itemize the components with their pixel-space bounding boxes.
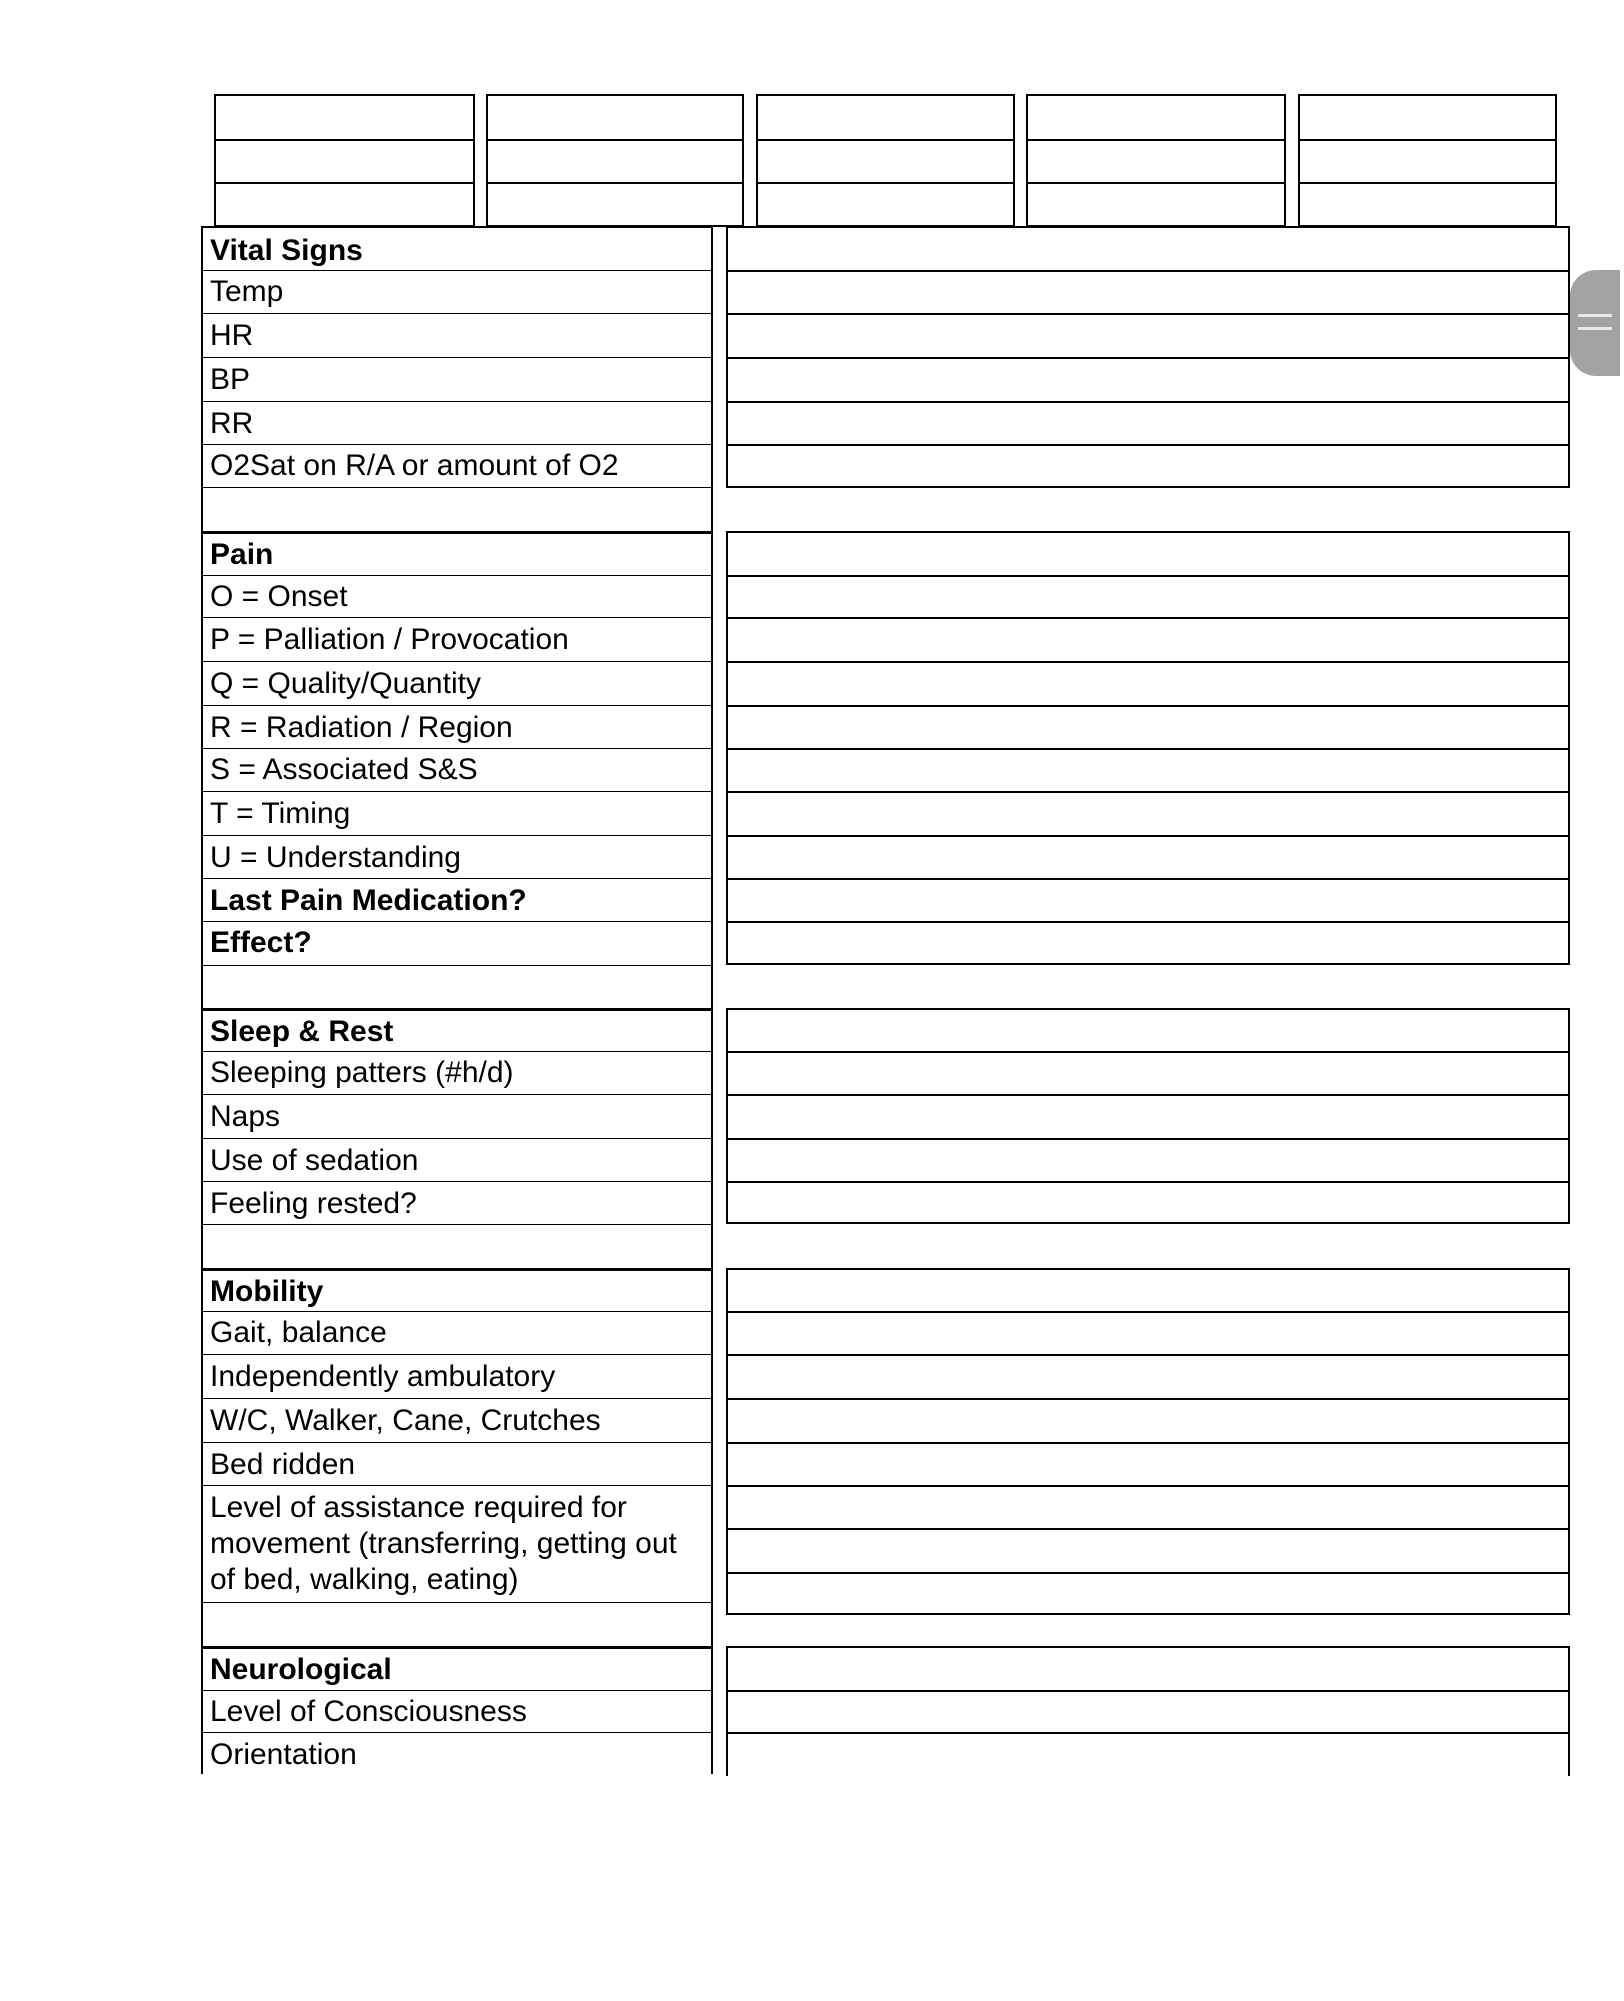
row-label: RR (210, 407, 254, 440)
row-label: Temp (210, 275, 284, 308)
section-title: Mobility (210, 1275, 324, 1308)
section-header-mobility (201, 1268, 713, 1311)
header-column (486, 94, 744, 227)
section-header-vital-signs (201, 226, 713, 270)
section-header-sleep-rest (201, 1008, 713, 1051)
label-row (201, 617, 713, 661)
label-row (201, 1690, 713, 1732)
label-row (201, 1485, 713, 1602)
row-label: Last Pain Medication? (210, 884, 527, 917)
label-row (201, 661, 713, 705)
vital-signs-entry-box[interactable] (726, 226, 1570, 488)
header-column (1298, 94, 1557, 227)
label-row (201, 270, 713, 313)
section-header-neurological (201, 1646, 713, 1690)
label-row (201, 401, 713, 444)
neurological-entry-box[interactable] (726, 1646, 1570, 1776)
label-row (201, 1051, 713, 1094)
row-label: Use of sedation (210, 1144, 419, 1177)
label-row (201, 1181, 713, 1224)
section-title: Pain (210, 538, 274, 571)
sleep-rest-entry-box[interactable] (726, 1008, 1570, 1224)
label-row (201, 357, 713, 401)
pain-entry-box[interactable] (726, 531, 1570, 965)
label-row (201, 835, 713, 878)
label-row (201, 1442, 713, 1485)
mobility-entry-box[interactable] (726, 1268, 1570, 1615)
row-label: Level of Consciousness (210, 1695, 527, 1728)
section-title: Sleep & Rest (210, 1015, 394, 1048)
label-row (201, 575, 713, 617)
row-label: Feeling rested? (210, 1187, 417, 1220)
row-label: U = Understanding (210, 841, 461, 874)
row-label: Gait, balance (210, 1316, 387, 1349)
row-label: BP (210, 363, 251, 396)
row-label: T = Timing (210, 797, 351, 830)
label-row (201, 1732, 713, 1774)
label-row (201, 705, 713, 748)
label-row (201, 791, 713, 835)
row-label: O2Sat on R/A or amount of O2 (210, 449, 619, 482)
spacer-row (201, 487, 713, 531)
row-label: Q = Quality/Quantity (210, 667, 481, 700)
row-label: Bed ridden (210, 1448, 356, 1481)
row-label: P = Palliation / Provocation (210, 623, 569, 656)
header-column (214, 94, 475, 227)
label-row (201, 1138, 713, 1181)
row-label: Level of assistance required for movement (transferring, getting out of bed, walking, eating) (210, 1491, 677, 1596)
label-row (201, 444, 713, 487)
label-row (201, 921, 713, 965)
header-column (1026, 94, 1286, 227)
row-label: HR (210, 319, 254, 352)
row-label: Effect? (210, 926, 312, 959)
label-row (201, 1311, 713, 1354)
row-label: Naps (210, 1100, 281, 1133)
label-row (201, 313, 713, 357)
row-label: R = Radiation / Region (210, 711, 513, 744)
spacer-row (201, 1602, 713, 1646)
section-title: Vital Signs (210, 234, 363, 267)
label-row (201, 1094, 713, 1138)
label-row (201, 748, 713, 791)
label-column (201, 226, 713, 1774)
row-label: Orientation (210, 1738, 357, 1771)
section-title: Neurological (210, 1653, 392, 1686)
row-label: W/C, Walker, Cane, Crutches (210, 1404, 601, 1437)
row-label: Independently ambulatory (210, 1360, 556, 1393)
label-row (201, 1398, 713, 1442)
section-header-pain (201, 531, 713, 575)
spacer-row (201, 1224, 713, 1268)
row-label: S = Associated S&S (210, 753, 478, 786)
grip-icon (1578, 314, 1612, 317)
label-row (201, 1354, 713, 1398)
label-row (201, 878, 713, 921)
grip-icon (1578, 327, 1612, 330)
header-column (756, 94, 1015, 227)
row-label: O = Onset (210, 580, 348, 613)
spacer-row (201, 965, 713, 1008)
scroll-handle[interactable] (1570, 270, 1620, 376)
row-label: Sleeping patters (#h/d) (210, 1056, 514, 1089)
